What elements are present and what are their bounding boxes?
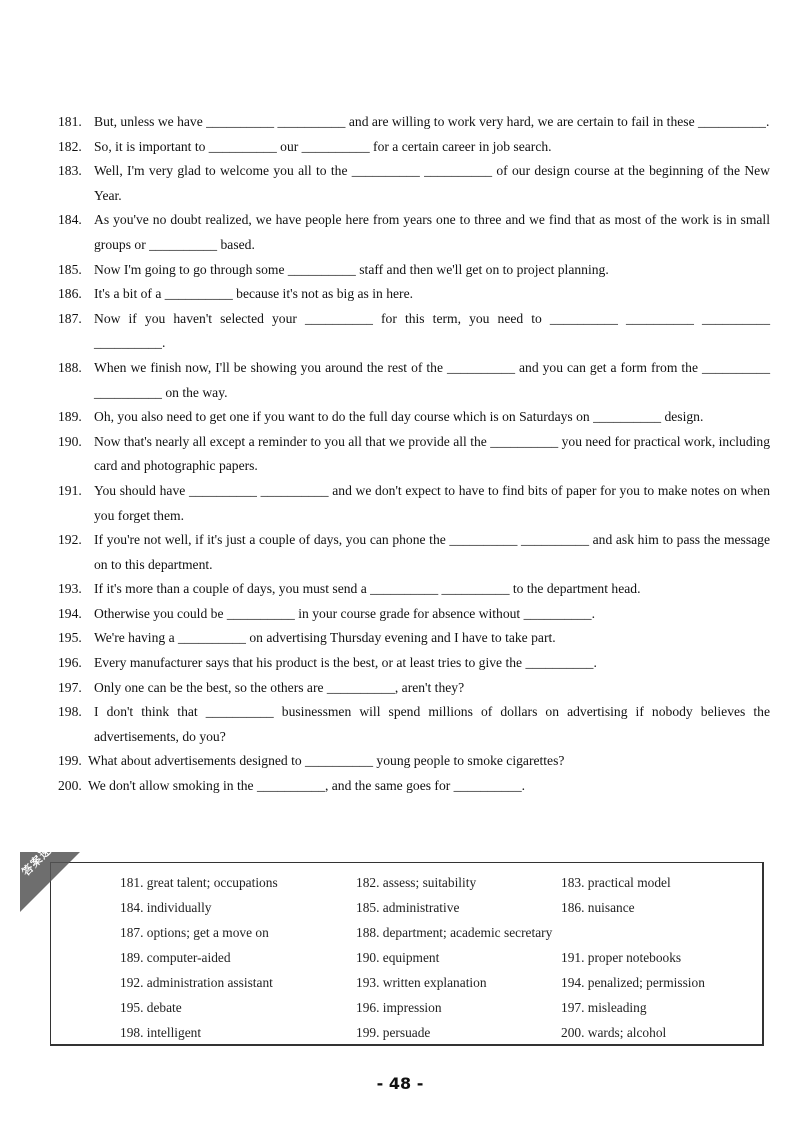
question-item	[58, 405, 770, 430]
question-number: 185.	[58, 261, 82, 277]
question-text: So, it is important to __________ our __________ for a certain career in job search.	[94, 138, 552, 154]
question-text: Only one can be the best, so the others are __________, aren't they?	[94, 679, 465, 695]
question-text: We're having a __________ on advertising Thursday evening and I have to take part.	[94, 630, 556, 646]
question-number: 187.	[58, 310, 82, 326]
question-number: 197.	[58, 679, 82, 695]
question-number: 195.	[58, 630, 82, 646]
question-item	[58, 208, 770, 257]
question-text: Now if you haven't selected your __________ for this term, you need to __________ __________ __________ __________.	[94, 310, 770, 351]
question-text: I don't think that __________ businessmen will spend millions of dollars on advertising if nobody believes the advertisements, do you?	[94, 704, 770, 744]
question-item	[58, 159, 770, 208]
question-text: If it's more than a couple of days, you must send a __________ __________ to the department head.	[94, 581, 641, 597]
question-text: But, unless we have __________ __________ and are willing to work very hard, we are certain to fail in these __________.	[94, 114, 770, 129]
question-text: Well, I'm very glad to welcome you all to the __________ __________ of our design course at the beginning of the New Year.	[94, 163, 770, 203]
question-text: As you've no doubt realized, we have people here from years one to three and we find that as most of the work is in small groups or __________ based.	[94, 212, 770, 252]
question-number: 182.	[58, 138, 82, 154]
exercise-list	[58, 110, 770, 799]
answer-item: 197. misleading	[561, 1000, 647, 1015]
answer-item: 181. great talent; occupations	[120, 875, 278, 890]
question-text: Oh, you also need to get one if you want to do the full day course which is on Saturdays on __________ design.	[94, 409, 704, 425]
answer-item: 194. penalized; permission	[561, 975, 705, 990]
answer-item: 191. proper notebooks	[561, 950, 682, 965]
question-text: We don't allow smoking in the __________, and the same goes for __________.	[88, 778, 526, 794]
answer-item: 193. written explanation	[356, 975, 487, 990]
question-number: 190.	[58, 433, 82, 449]
question-item	[58, 110, 770, 135]
question-text: You should have __________ __________ and we don't expect to have to find bits of paper for you to make notes on when you forget them.	[94, 482, 770, 523]
question-text: Now I'm going to go through some __________ staff and then we'll get on to project planning.	[94, 261, 609, 277]
question-item	[58, 528, 770, 577]
answer-item: 200. wards; alcohol	[561, 1025, 667, 1040]
answer-item: 187. options; get a move on	[120, 925, 269, 940]
question-text: Otherwise you could be __________ in your course grade for absence without __________.	[94, 605, 595, 621]
question-item	[58, 676, 770, 701]
question-number: 199.	[58, 753, 82, 769]
question-number: 196.	[58, 655, 82, 671]
question-text: Now that's nearly all except a reminder to you all that we provide all the __________ you need for practical work, including card and photographic papers.	[94, 433, 770, 474]
question-text: When we finish now, I'll be showing you around the rest of the __________ and you can get a form from the __________ __________ on the way.	[94, 359, 770, 400]
answer-item: 182. assess; suitability	[356, 875, 477, 890]
question-text: It's a bit of a __________ because it's not as big as in here.	[94, 286, 413, 302]
answer-item: 198. intelligent	[120, 1025, 202, 1040]
answer-key-grid	[120, 870, 750, 1045]
answer-item: 190. equipment	[356, 950, 440, 965]
answer-item: 195. debate	[120, 1000, 182, 1015]
question-number: 198.	[58, 704, 82, 720]
question-item	[58, 749, 770, 774]
question-number: 186.	[58, 286, 82, 302]
question-text: What about advertisements designed to __________ young people to smoke cigarettes?	[88, 753, 565, 769]
answer-item: 184. individually	[120, 900, 212, 915]
question-number: 189.	[58, 409, 82, 425]
question-item	[58, 258, 770, 283]
question-item	[58, 430, 770, 479]
answer-item: 185. administrative	[356, 900, 460, 915]
answer-item: 196. impression	[356, 1000, 442, 1015]
question-item	[58, 577, 770, 602]
question-number: 194.	[58, 605, 82, 621]
question-item	[58, 282, 770, 307]
question-item	[58, 135, 770, 160]
answer-item: 189. computer-aided	[120, 950, 231, 965]
question-number: 183.	[58, 163, 82, 179]
question-item	[58, 307, 770, 356]
question-text: Every manufacturer says that his product is the best, or at least tries to give the __________.	[94, 655, 597, 671]
question-item	[58, 700, 770, 749]
question-item	[58, 774, 770, 799]
question-number: 181.	[58, 114, 82, 129]
question-number: 193.	[58, 581, 82, 597]
question-item	[58, 651, 770, 676]
answer-item: 192. administration assistant	[120, 975, 273, 990]
question-number: 192.	[58, 532, 82, 548]
answer-item: 183. practical model	[561, 875, 671, 890]
question-number: 191.	[58, 482, 82, 498]
page-number: - 48 -	[376, 1074, 424, 1093]
answer-item: 186. nuisance	[561, 900, 635, 915]
answer-item: 188. department; academic secretary	[356, 925, 553, 940]
answer-item: 199. persuade	[356, 1025, 431, 1040]
question-item	[58, 626, 770, 651]
question-item	[58, 602, 770, 627]
question-text: If you're not well, if it's just a couple of days, you can phone the __________ __________ and ask him to pass the message on to this department.	[94, 532, 770, 572]
question-number: 184.	[58, 212, 82, 228]
question-item	[58, 479, 770, 528]
question-item	[58, 356, 770, 405]
question-number: 188.	[58, 359, 82, 375]
answer-item	[561, 920, 750, 945]
question-number: 200.	[58, 778, 82, 794]
answer-key-label: 答案速查	[19, 835, 63, 879]
